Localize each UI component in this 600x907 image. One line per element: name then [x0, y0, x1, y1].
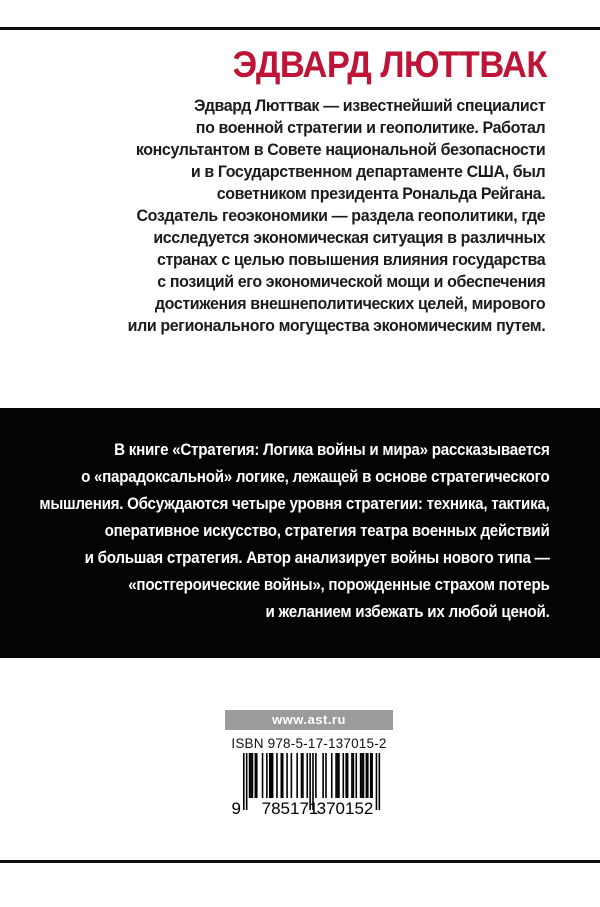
bio-line: советником президента Рональда Рейгана.	[216, 184, 545, 203]
summary-line: и большая стратегия. Автор анализирует войны нового типа —	[85, 549, 550, 567]
isbn-label: ISBN 978-5-17-137015-2	[231, 736, 387, 751]
bio-line: достижения внешнеполитических целей, мирового	[154, 294, 546, 313]
summary-line: и желанием избежать их любой ценой.	[265, 603, 550, 621]
book-summary-band	[0, 408, 600, 658]
summary-line: мышления. Обсуждаются четыре уровня стратегии: техника, тактика,	[39, 495, 550, 513]
barcode-right-digits: 370152	[316, 799, 374, 817]
bio-line: исследуется экономическая ситуация в различных	[153, 228, 545, 247]
summary-line: оперативное искусство, стратегия театра военных действий	[105, 522, 551, 540]
publisher-website-bar: www.ast.ru	[225, 710, 393, 730]
ean13-barcode	[230, 753, 393, 822]
barcode-lead-digit: 9	[231, 799, 241, 817]
author-bio-paragraph	[127, 95, 545, 337]
barcode-left-digits: 785171	[261, 799, 319, 817]
publisher-footer-block	[225, 710, 393, 822]
top-divider-rule	[0, 27, 600, 30]
bottom-divider-rule	[0, 860, 600, 863]
bio-line: и в Государственном департаменте США, был	[190, 162, 546, 181]
summary-line: о «парадоксальной» логике, лежащей в основе стратегического	[81, 468, 550, 486]
bio-line: с позиций его экономической мощи и обеспечения	[156, 272, 545, 291]
bio-line: по военной стратегии и геополитике. Работал	[195, 118, 545, 137]
bio-line: странах с целью повышения влияния государства	[156, 250, 545, 269]
author-name-title: ЭДВАРД ЛЮТТВАК	[232, 44, 547, 85]
summary-line: «постгероические войны», порожденные страхом потерь	[128, 576, 550, 594]
bio-line: Создатель геоэкономики — раздела геополитики, где	[136, 206, 545, 225]
bio-line: консультантом в Совете национальной безопасности	[135, 140, 545, 159]
bio-line: Эдвард Люттвак — известнейший специалист	[193, 96, 545, 115]
book-summary-paragraph	[40, 437, 550, 626]
bio-line: или регионального могущества экономическим путем.	[127, 316, 545, 335]
summary-line: В книге «Стратегия: Логика войны и мира» рассказывается	[114, 441, 550, 459]
